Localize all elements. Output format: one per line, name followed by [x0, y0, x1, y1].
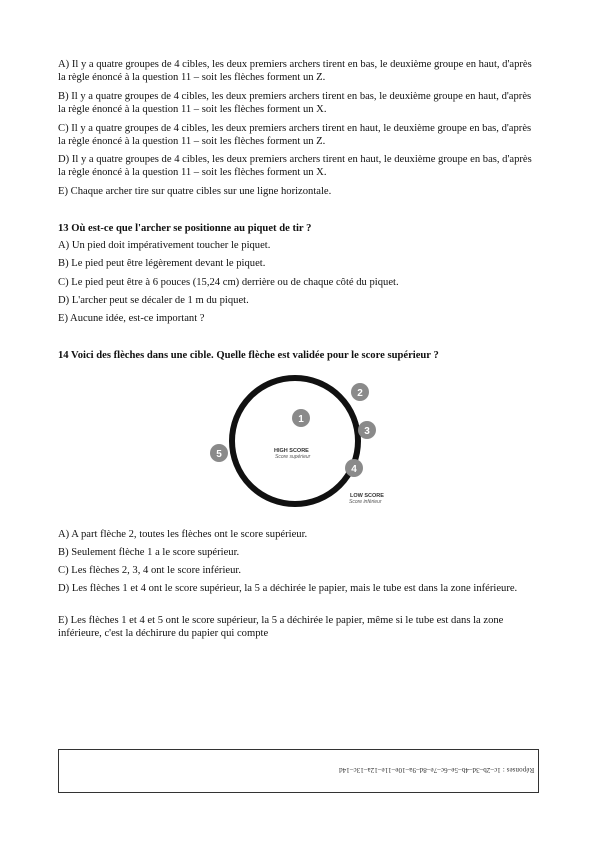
low-score-fr-label: Score inférieur	[349, 499, 382, 505]
low-score-label: LOW SCORE	[350, 493, 384, 499]
arrow-4-label: 4	[351, 464, 357, 475]
q14-option-a: A) A part flèche 2, toutes les flèches ont le score supérieur.	[58, 529, 308, 540]
q14-option-b: B) Seulement flèche 1 a le score supérieur.	[58, 547, 240, 558]
high-score-label: HIGH SCORE	[274, 448, 309, 454]
arrow-3	[358, 421, 376, 439]
target-ring	[232, 378, 358, 504]
arrow-2	[351, 383, 369, 401]
target-figure	[198, 366, 408, 512]
q13-option-b: B) Le pied peut être légèrement devant le piquet.	[58, 258, 266, 269]
q12-option-b: B) Il y a quatre groupes de 4 cibles, les deux premiers archers tirent en bas, le deuxième groupe en haut, d'après la règle énoncé à la question 11 – soit les flèches forment un X.	[58, 91, 532, 116]
q12-option-a: A) Il y a quatre groupes de 4 cibles, les deux premiers archers tirent en bas, le deuxième groupe en haut, d'après la règle énoncé à la question 11 – soit les flèches forment un Z.	[58, 59, 532, 84]
q14-option-c: C) Les flèches 2, 3, 4 ont le score inférieur.	[58, 565, 241, 576]
q13-option-d: D) L'archer peut se décaler de 1 m du piquet.	[58, 295, 249, 306]
q13-title: 13 Où est-ce que l'archer se positionne au piquet de tir ?	[58, 223, 312, 234]
arrow-3-label: 3	[364, 426, 370, 437]
q12-option-d: D) Il y a quatre groupes de 4 cibles, les deux premiers archers tirent en haut, le deuxième groupe en bas, d'après la règle énoncé à la question 11 – soit les flèches forment un X.	[58, 154, 532, 179]
q13-option-e: E) Aucune idée, est-ce important ?	[58, 313, 205, 324]
arrow-5	[210, 444, 228, 462]
arrow-5-label: 5	[216, 449, 222, 460]
q12-option-e: E) Chaque archer tire sur quatre cibles sur une ligne horizontale.	[58, 186, 332, 197]
arrow-1	[292, 409, 310, 427]
high-score-fr-label: Score supérieur	[275, 454, 311, 460]
q14-title: 14 Voici des flèches dans une cible. Quelle flèche est validée pour le score supérieur ?	[58, 350, 439, 361]
answers-box	[58, 749, 539, 793]
q14-option-d: D) Les flèches 1 et 4 ont le score supérieur, la 5 a déchirée le papier, mais le tube est dans la zone inférieure.	[58, 583, 518, 594]
answers-key: Réponses : 1c–2b–3d–4b–5e–6c–7e–8d–9a–10e–11e–12a–13c–14d	[338, 766, 534, 774]
arrow-4	[345, 459, 363, 477]
q14-option-e: E) Les flèches 1 et 4 et 5 ont le score supérieur, la 5 a déchirée le papier, même si le tube est dans la zone inférieure, c'est la déchirure du papier qui compte	[58, 615, 504, 640]
q12-option-c: C) Il y a quatre groupes de 4 cibles, les deux premiers archers tirent en haut, le deuxième groupe en bas, d'après la règle énoncé à la question 11 – soit les flèches forment un Z.	[58, 123, 532, 148]
q13-option-c: C) Le pied peut être à 6 pouces (15,24 cm) derrière ou de chaque côté du piquet.	[58, 277, 399, 288]
q13-option-a: A) Un pied doit impérativement toucher le piquet.	[58, 240, 271, 251]
arrow-1-label: 1	[298, 414, 304, 425]
arrow-2-label: 2	[357, 388, 363, 399]
